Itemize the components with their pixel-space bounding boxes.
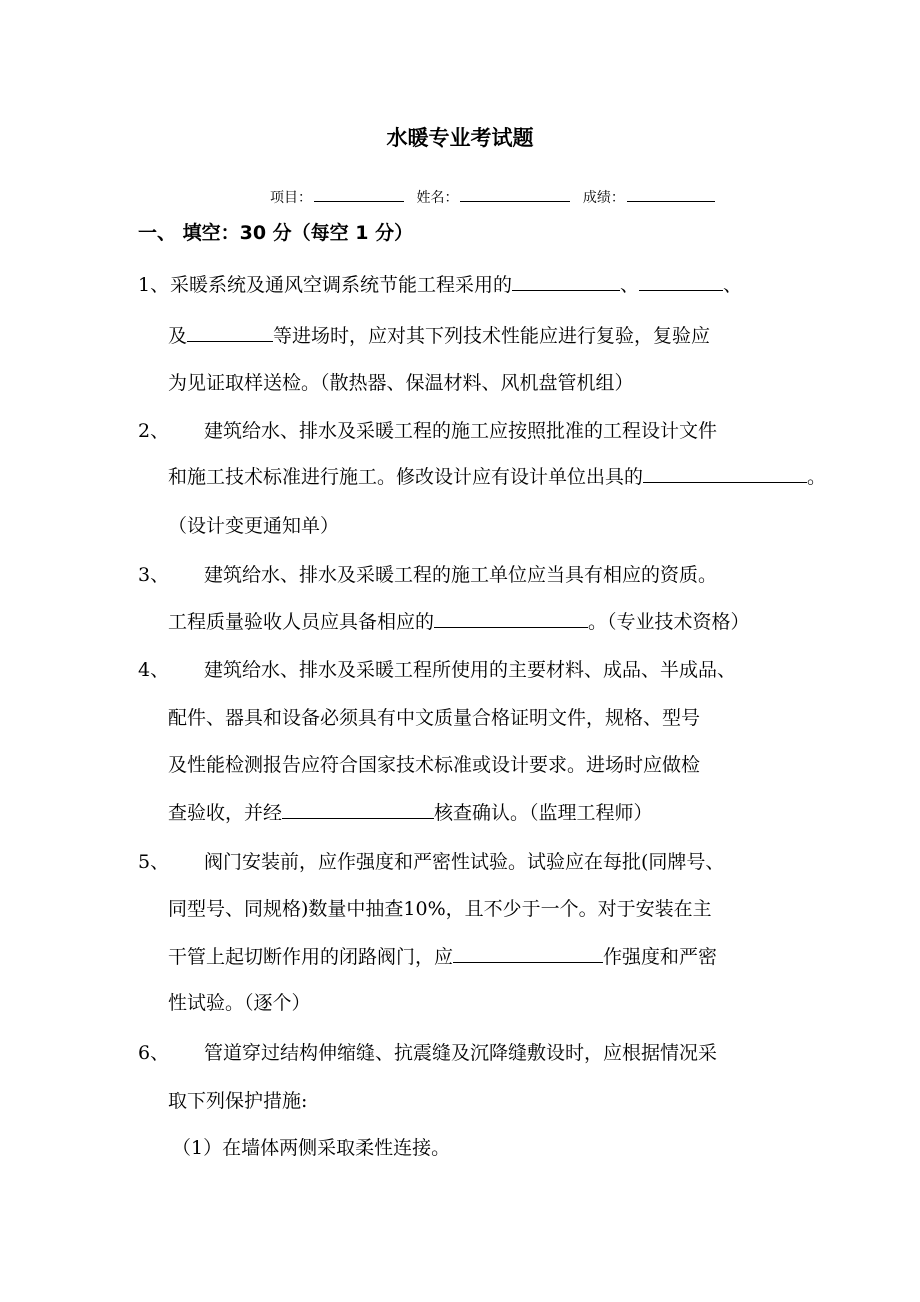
question-line: 同型号、同规格)数量中抽查10%，且不少于一个。对于安装在主 [168,898,712,920]
question-line: （设计变更通知单） [168,515,340,537]
question-line: 采暖系统及通风空调系统节能工程采用的 、 、 [170,270,742,297]
question-line: （1）在墙体两侧采取柔性连接。 [172,1137,451,1159]
question-line: 建筑给水、排水及采暖工程的施工应按照批准的工程设计文件 [204,420,718,442]
name-label: 姓名： [416,190,459,206]
question-number: 2、 [138,420,170,442]
header-fields [270,187,723,207]
question-line: 取下列保护措施: [168,1090,308,1112]
project-label: 项目： [270,190,312,206]
question-line: 工程质量验收人员应具备相应的 。（专业技术资格） [168,607,750,634]
question-line: 配件、器具和设备必须具有中文质量合格证明文件，规格、型号 [168,707,701,729]
answer-blank[interactable] [282,799,434,819]
answer-blank[interactable] [187,322,273,342]
answer-blank[interactable] [639,271,723,291]
project-blank[interactable] [314,187,404,202]
question-line: 干管上起切断作用的闭路阀门，应 作强度和严密 [168,942,717,969]
answer-blank[interactable] [643,463,807,483]
question-number: 6、 [138,1042,170,1064]
answer-blank[interactable] [453,943,603,963]
score-label: 成绩： [582,190,625,206]
question-line: 性试验。（逐个） [168,992,311,1014]
question-line: 管道穿过结构伸缩缝、抗震缝及沉降缝敷设时，应根据情况采 [204,1042,718,1064]
question-line: 阀门安装前，应作强度和严密性试验。试验应在每批(同牌号、 [204,851,725,873]
question-number: 1、 [138,274,170,296]
question-number: 4、 [138,659,170,681]
question-number: 5、 [138,851,170,873]
question-line: 建筑给水、排水及采暖工程所使用的主要材料、成品、半成品、 [204,659,737,681]
question-line: 及性能检测报告应符合国家技术标准或设计要求。进场时应做检 [168,754,701,776]
page-title: 水暖专业考试题 [386,126,534,150]
section-heading: 一、 填空：30 分（每空 1 分） [138,222,414,244]
answer-blank[interactable] [512,271,620,291]
question-line: 及 等进场时，应对其下列技术性能应进行复验，复验应 [168,321,710,348]
score-blank[interactable] [627,187,715,202]
question-line: 建筑给水、排水及采暖工程的施工单位应当具有相应的资质。 [204,564,718,586]
question-line: 为见证取样送检。（散热器、保温材料、风机盘管机组） [168,372,634,394]
question-line: 和施工技术标准进行施工。修改设计应有设计单位出具的 。 [168,462,826,489]
answer-blank[interactable] [434,608,588,628]
question-number: 3、 [138,564,170,586]
name-blank[interactable] [460,187,570,202]
question-line: 查验收，并经 核查确认。（监理工程师） [168,798,653,825]
